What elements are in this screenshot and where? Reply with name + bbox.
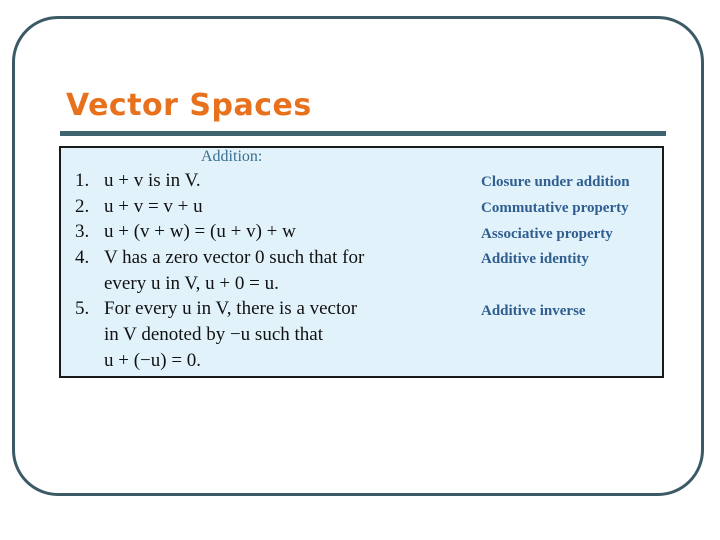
addition-header: Addition: bbox=[201, 148, 263, 165]
axiom-number: 1. bbox=[75, 170, 90, 191]
axiom-text: V has a zero vector 0 such that for bbox=[104, 247, 365, 269]
axiom-number: 3. bbox=[75, 221, 90, 243]
axiom-text: every u in V, u + 0 = u. bbox=[104, 272, 279, 294]
property-identity-label: Additive identity bbox=[481, 251, 589, 267]
property-commutative-label: Commutative property bbox=[481, 200, 629, 216]
property-inverse-label: Additive inverse bbox=[481, 303, 586, 319]
axiom-5-line-1 bbox=[61, 296, 481, 322]
axiom-1-line-1 bbox=[61, 168, 481, 194]
axiom-text: u + (−u) = 0. bbox=[104, 349, 202, 371]
axiom-text: u + v = v + u bbox=[104, 195, 203, 217]
axiom-number: 4. bbox=[75, 247, 90, 269]
axioms-panel bbox=[59, 146, 664, 378]
property-closure-label: Closure under addition bbox=[481, 174, 630, 190]
title-divider bbox=[60, 131, 666, 136]
axiom-5-line-2 bbox=[61, 322, 481, 348]
axiom-number: 5. bbox=[75, 298, 90, 320]
axiom-4-line-2 bbox=[61, 271, 481, 297]
axiom-text: For every u in V, there is a vector bbox=[104, 298, 358, 320]
axiom-text: u + v is in V. bbox=[104, 170, 201, 191]
axiom-2-line-1 bbox=[61, 194, 481, 220]
axiom-3-line-1 bbox=[61, 219, 481, 245]
axiom-number: 2. bbox=[75, 195, 90, 217]
axiom-4-line-1 bbox=[61, 245, 481, 271]
axiom-list bbox=[61, 168, 481, 374]
axiom-5-line-3 bbox=[61, 348, 481, 374]
slide-title: Vector Spaces bbox=[66, 88, 312, 123]
axiom-text: in V denoted by −u such that bbox=[104, 324, 323, 346]
axiom-text: u + (v + w) = (u + v) + w bbox=[104, 221, 296, 243]
property-associative-label: Associative property bbox=[481, 226, 613, 242]
